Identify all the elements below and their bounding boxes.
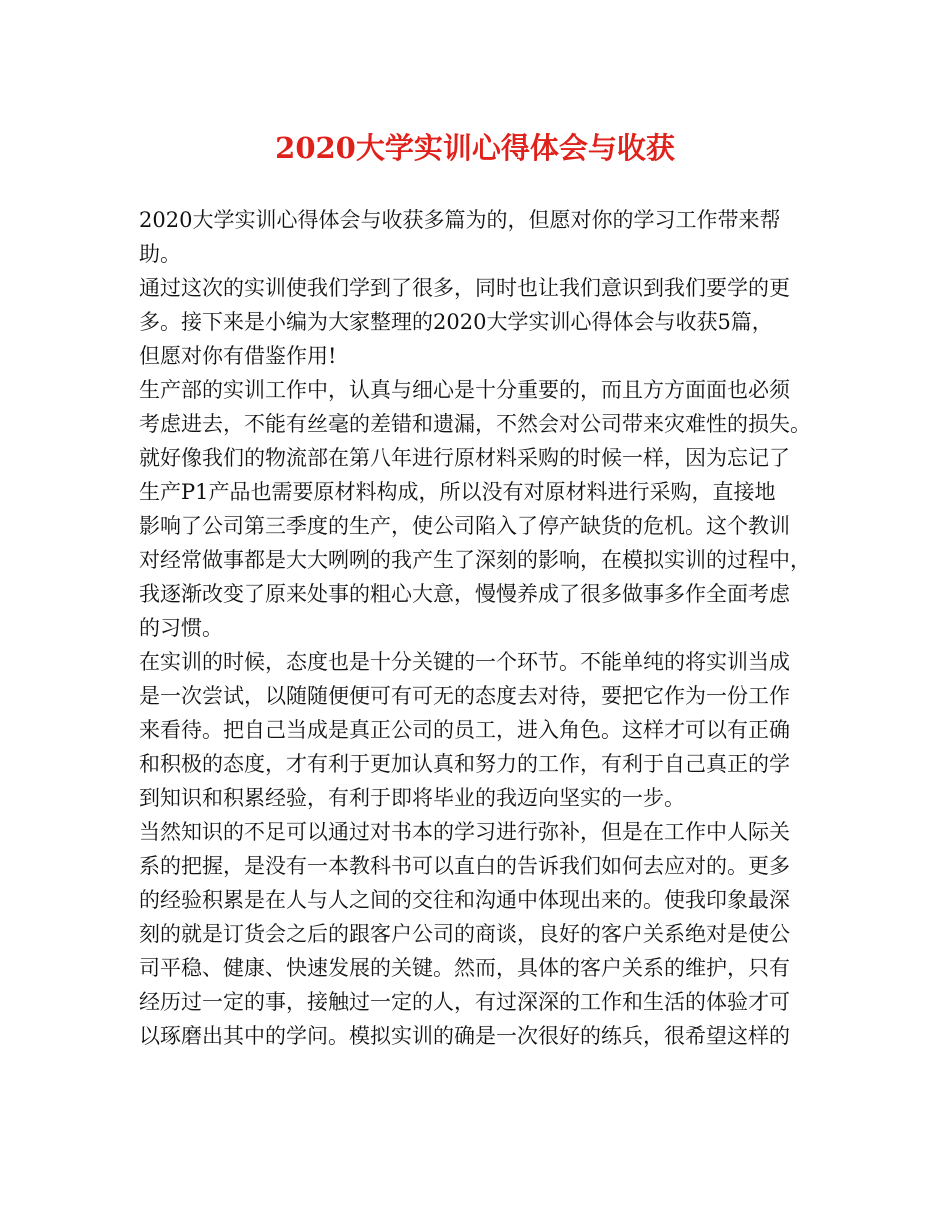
body-line: 2020大学实训心得体会与收获多篇为的，但愿对你的学习工作带来帮	[139, 208, 781, 232]
body-line: 经历过一定的事，接触过一定的人，有过深深的工作和生活的体验才可	[139, 990, 790, 1014]
body-line: 到知识和积累经验，有利于即将毕业的我迈向坚实的一步。	[139, 786, 685, 810]
body-line: 刻的就是订货会之后的跟客户公司的商谈，良好的客户关系绝对是使公	[139, 922, 790, 946]
body-line: 但愿对你有借鉴作用!	[139, 344, 337, 368]
body-line: 和积极的态度，才有利于更加认真和努力的工作，有利于自己真正的学	[139, 752, 790, 776]
body-line: 生产P1产品也需要原材料构成，所以没有对原材料进行采购，直接地	[139, 480, 776, 504]
body-line: 我逐渐改变了原来处事的粗心大意，慢慢养成了很多做事多作全面考虑	[139, 582, 790, 606]
body-line: 当然知识的不足可以通过对书本的学习进行弥补，但是在工作中人际关	[139, 820, 790, 844]
body-line: 多。接下来是小编为大家整理的2020大学实训心得体会与收获5篇，	[139, 310, 773, 334]
body-line: 就好像我们的物流部在第八年进行原材料采购的时候一样，因为忘记了	[139, 446, 790, 470]
body-line: 助。	[139, 242, 181, 266]
document-title: 2020大学实训心得体会与收获	[275, 131, 675, 165]
body-line: 对经常做事都是大大咧咧的我产生了深刻的影响，在模拟实训的过程中，	[139, 548, 811, 572]
document-body	[139, 203, 819, 1053]
body-line: 司平稳、健康、快速发展的关键。然而，具体的客户关系的维护，只有	[139, 956, 790, 980]
body-line: 来看待。把自己当成是真正公司的员工，进入角色。这样才可以有正确	[139, 718, 790, 742]
body-line: 的经验积累是在人与人之间的交往和沟通中体现出来的。使我印象最深	[139, 888, 790, 912]
body-line: 是一次尝试，以随随便便可有可无的态度去对待，要把它作为一份工作	[139, 684, 790, 708]
body-line: 生产部的实训工作中，认真与细心是十分重要的，而且方方面面也必须	[139, 378, 790, 402]
body-line: 影响了公司第三季度的生产，使公司陷入了停产缺货的危机。这个教训	[139, 514, 790, 538]
body-line: 通过这次的实训使我们学到了很多，同时也让我们意识到我们要学的更	[139, 276, 790, 300]
body-line: 在实训的时候，态度也是十分关键的一个环节。不能单纯的将实训当成	[139, 650, 790, 674]
body-line: 系的把握，是没有一本教科书可以直白的告诉我们如何去应对的。更多	[139, 854, 790, 878]
body-line: 以琢磨出其中的学问。模拟实训的确是一次很好的练兵，很希望这样的	[139, 1024, 790, 1048]
body-line: 考虑进去，不能有丝毫的差错和遗漏，不然会对公司带来灾难性的损失。	[139, 412, 811, 436]
body-line: 的习惯。	[139, 616, 223, 640]
